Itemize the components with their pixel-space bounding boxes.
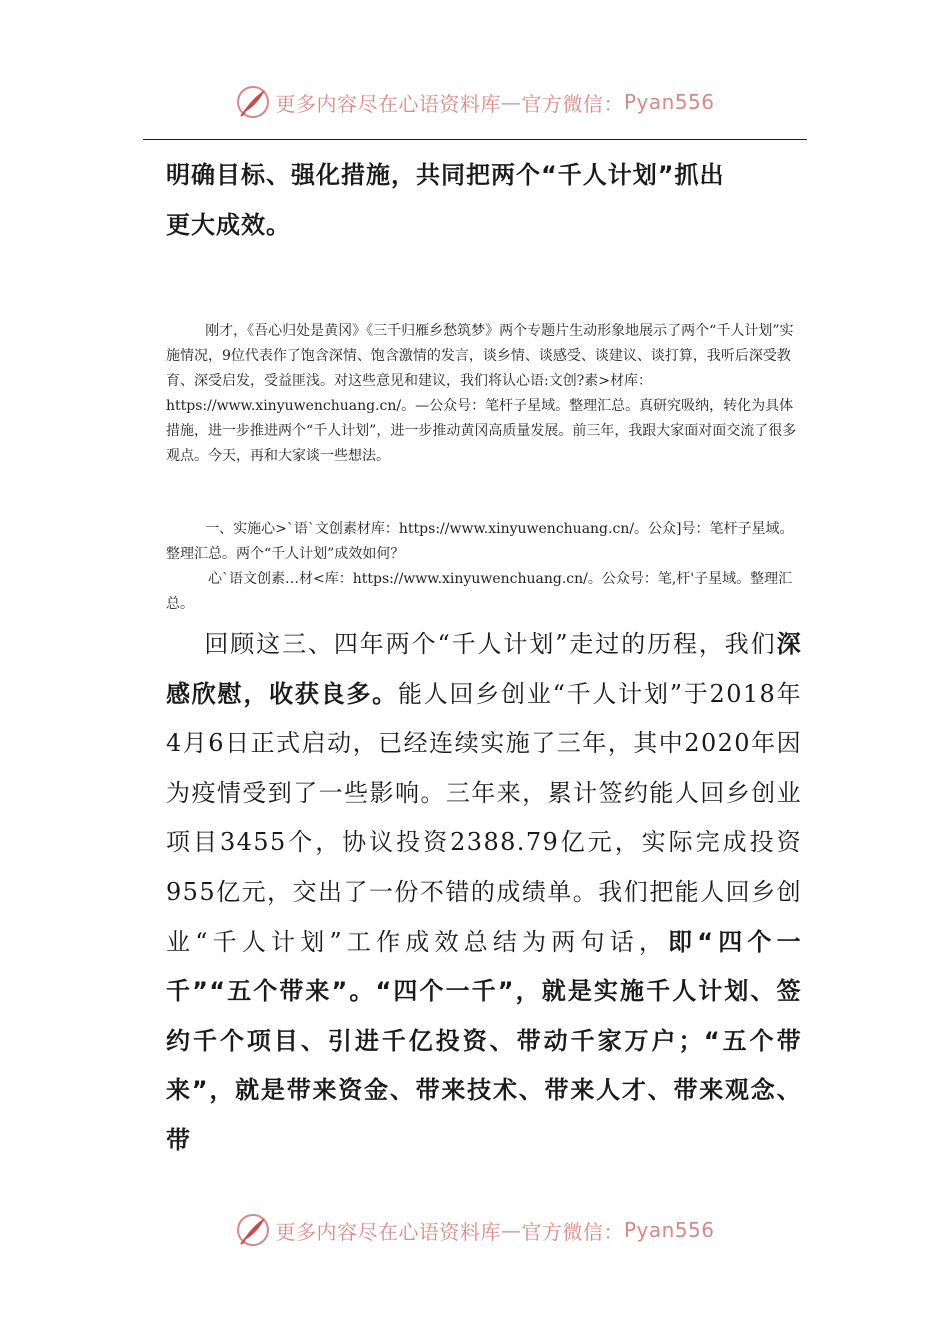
section-heading	[166, 150, 802, 250]
watermark-wechat-id: Pyan556	[623, 1218, 715, 1242]
paragraph-section-title: 一、实施心>`语`文创素材库：https://www.xinyuwenchuang.cn/。公众]号：笔杆子星域。整理汇总。两个“千人计划”成效如何？	[166, 521, 794, 562]
watermark-dash: —	[500, 90, 522, 114]
paragraph-main	[166, 620, 802, 1166]
section-heading-line-1: 明确目标、强化措施，共同把两个“千人计划”抓出	[166, 161, 725, 189]
paragraph-source-note: 心`语文创素…材<库：https://www.xinyuwenchuang.cn/。公众号：笔,杆'子星域。整理汇总。	[166, 571, 793, 612]
watermark-dash: —	[500, 1218, 522, 1242]
header-divider	[143, 139, 807, 140]
watermark-header	[0, 82, 950, 122]
watermark-prefix: 更多内容尽在心语资料库	[275, 91, 501, 116]
main-text-bold-1: 深感欣慰，收获良多。	[166, 630, 802, 708]
watermark-wechat-label: 官方微信：	[521, 91, 624, 116]
document-body	[166, 150, 802, 1166]
watermark-footer	[0, 1210, 950, 1250]
main-text-bold-2: 即“四个一千”“五个带来”。“四个一千”，就是实施千人计划、签约千个项目、引进千亿投资、带动千家万户；“五个带来”，就是带来资金、带来技术、带来人才、带来观念、带	[166, 927, 802, 1154]
quill-pen-icon	[235, 1212, 271, 1248]
watermark-prefix: 更多内容尽在心语资料库	[275, 1219, 501, 1244]
watermark-wechat-label: 官方微信：	[521, 1219, 624, 1244]
paragraph-intro: 刚才，《吾心归处是黄冈》《三千归雁乡愁筑梦》两个专题片生动形象地展示了两个“千人计划”实施情况，9位代表作了饱含深情、饱含激情的发言，谈乡情、谈感受、谈建议、谈打算，我听后深受教育、深受启发，受益匪浅。对这些意见和建议，我们将认心语:文创?素>材库：https://www.xinyuwenchuang.cn/。—公众号：笔杆子星域。整理汇总。真研究吸纳，转化为具体措施，进一步推进两个“千人计划”，进一步推动黄冈高质量发展。前三年，我跟大家面对面交流了很多观点。今天，再和大家谈一些想法。	[166, 323, 797, 464]
watermark-wechat-id: Pyan556	[623, 90, 715, 114]
main-text-2: 能人回乡创业“千人计划”于2018年4月6日正式启动，已经连续实施了三年，其中2020年因为疫情受到了一些影响。三年来，累计签约能人回乡创业项目3455个，协议投资2388.79亿元，实际完成投资955亿元，交出了一份不错的成绩单。我们把能人回乡创业“千人计划”工作成效总结为两句话，	[166, 679, 802, 956]
section-heading-line-2: 更大成效。	[166, 211, 291, 239]
quill-pen-icon	[235, 84, 271, 120]
main-text-1: 回顾这三、四年两个“千人计划”走过的历程，我们	[204, 630, 777, 658]
